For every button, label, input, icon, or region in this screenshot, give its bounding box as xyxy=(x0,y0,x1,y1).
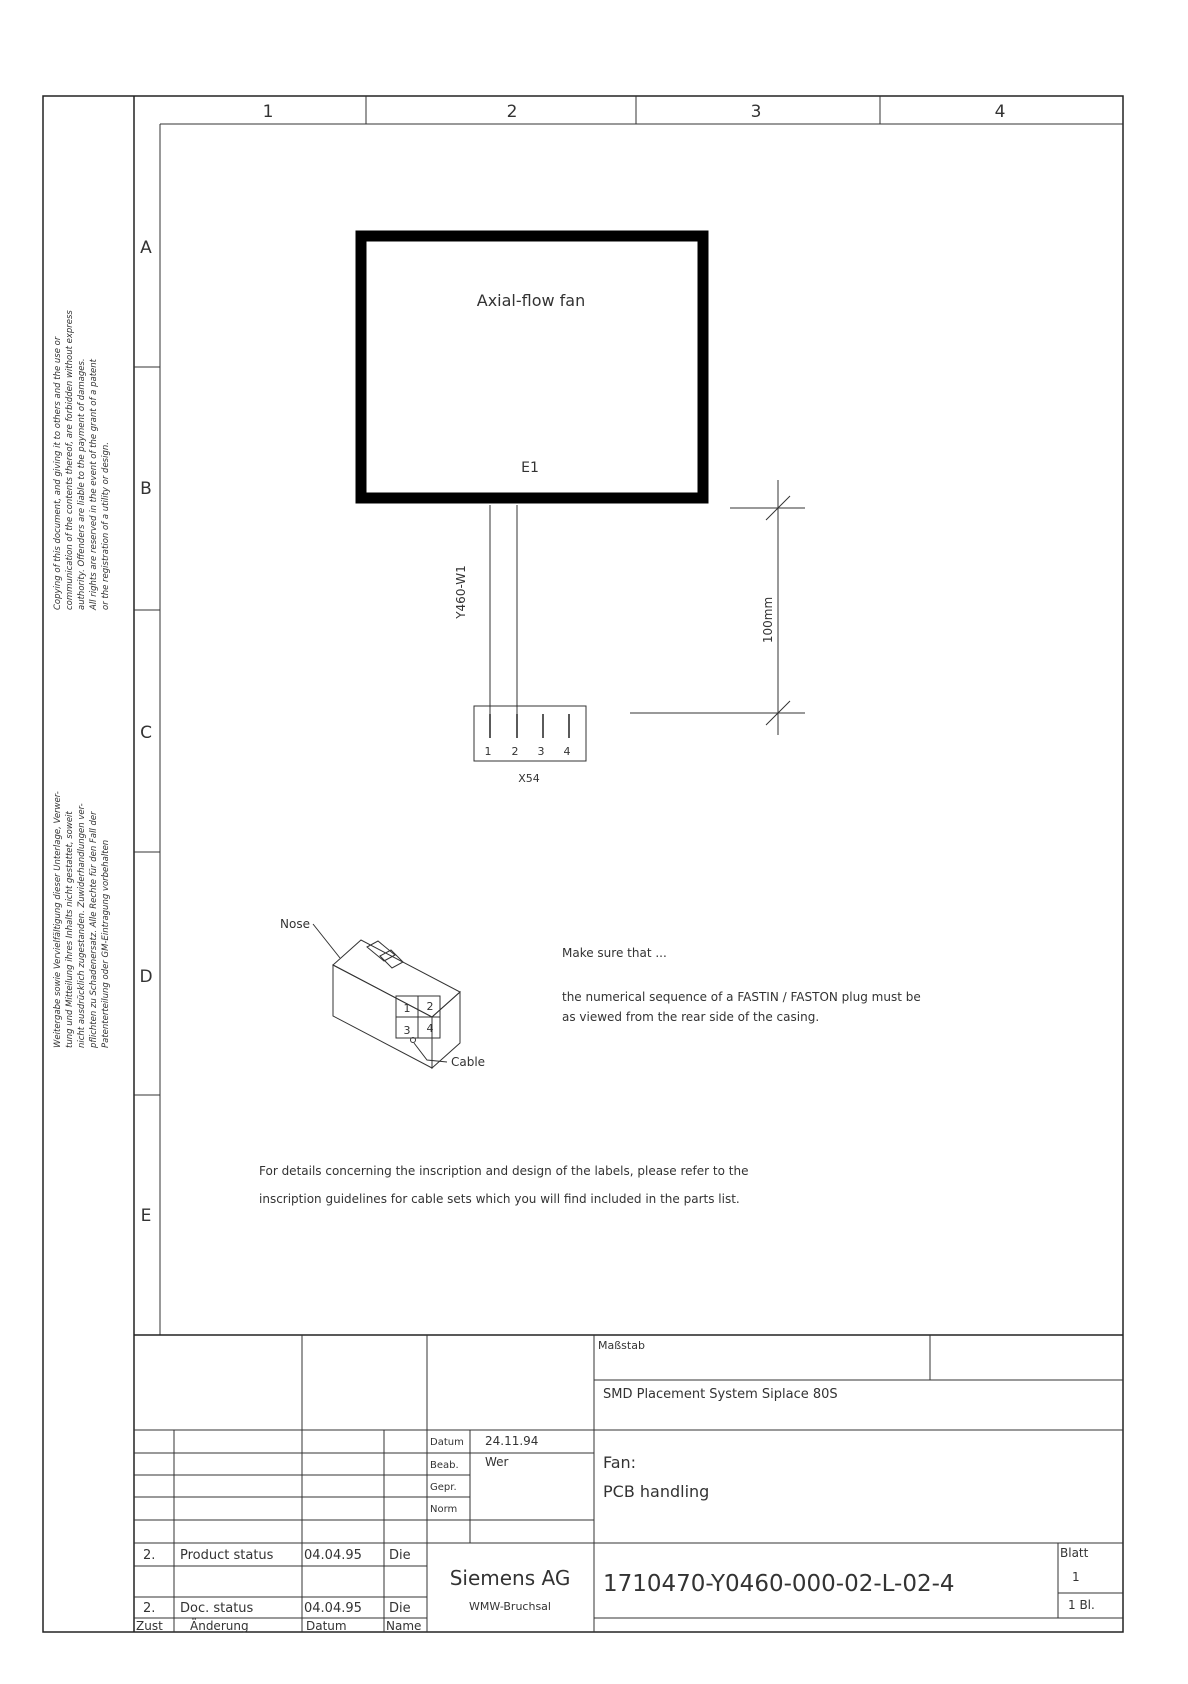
outer-frame xyxy=(43,96,1123,1632)
system-name: SMD Placement System Siplace 80S xyxy=(603,1387,838,1402)
company-name: Siemens AG xyxy=(449,1566,571,1590)
blatt-label: Blatt xyxy=(1060,1546,1089,1560)
svg-text:Copying of this document, and: Copying of this document, and giving it to others and the use or xyxy=(53,336,63,610)
svg-text:Weitergabe sowie Vervielfältig: Weitergabe sowie Vervielfältigung dieser Unterlage, Verwer- xyxy=(53,791,63,1048)
side-note-german xyxy=(53,791,111,1049)
datum-label: Datum xyxy=(430,1437,464,1448)
column-label-3: 3 xyxy=(750,102,762,122)
connector-pin-2: 2 xyxy=(511,745,519,758)
svg-text:authority. Offenders are liabl: authority. Offenders are liable to the payment of damages. xyxy=(77,358,87,610)
svg-text:tung und Mitteilung ihres Inha: tung und Mitteilung ihres Inhalts nicht gestattet, soweit xyxy=(65,811,75,1048)
datum-value: 24.11.94 xyxy=(485,1434,539,1448)
note-details-line-1: For details concerning the inscription and design of the labels, please refer to the xyxy=(259,1164,749,1178)
header-aenderung: Änderung xyxy=(190,1619,249,1633)
side-note-english xyxy=(53,310,111,611)
row-label-c: C xyxy=(140,723,152,743)
svg-text:or the registration of a utili: or the registration of a utility or design. xyxy=(101,442,111,610)
plug-pin-4: 4 xyxy=(426,1022,434,1035)
blatt-value: 1 xyxy=(1072,1570,1080,1584)
note-sequence-line-1: the numerical sequence of a FASTIN / FASTON plug must be xyxy=(562,990,921,1004)
header-zust: Zust xyxy=(136,1619,163,1633)
column-label-4: 4 xyxy=(994,102,1006,122)
rev-1-aenderung: Product status xyxy=(180,1548,274,1563)
blatt-total: 1 Bl. xyxy=(1068,1598,1095,1612)
rev-2-zust: 2. xyxy=(143,1601,156,1616)
fan-housing xyxy=(361,236,703,498)
rev-1-name: Die xyxy=(389,1548,411,1563)
svg-text:communication of the contents: communication of the contents thereof, are forbidden without express xyxy=(65,310,75,610)
rev-2-name: Die xyxy=(389,1601,411,1616)
connector-id: X54 xyxy=(518,772,540,785)
plug-nose-label: Nose xyxy=(280,917,310,931)
row-label-b: B xyxy=(140,479,152,499)
drawing-title-line-1: Fan: xyxy=(603,1453,637,1472)
drawing-title-line-2: PCB handling xyxy=(603,1482,710,1501)
beab-value: Wer xyxy=(485,1455,509,1469)
gepr-label: Gepr. xyxy=(430,1482,457,1493)
note-details-line-2: inscription guidelines for cable sets which you will find included in the parts list. xyxy=(259,1192,740,1206)
plug-illustration xyxy=(313,924,460,1068)
massstab-label: Maßstab xyxy=(598,1339,645,1352)
plug-pin-3: 3 xyxy=(403,1024,411,1037)
svg-text:All rights are reserved in the: All rights are reserved in the event of the grant of a patent xyxy=(89,359,99,610)
dimension-label: 100mm xyxy=(761,596,775,644)
note-make-sure: Make sure that ... xyxy=(562,946,667,960)
svg-text:pflichten zu Schadenersatz. Al: pflichten zu Schadenersatz. Alle Rechte für den Fall der xyxy=(89,811,99,1048)
plug-pin-1: 1 xyxy=(403,1002,411,1015)
rev-1-datum: 04.04.95 xyxy=(304,1548,362,1563)
connector-pin-3: 3 xyxy=(537,745,545,758)
norm-label: Norm xyxy=(430,1504,458,1515)
cable-label: Y460-W1 xyxy=(454,565,468,619)
fan-id: E1 xyxy=(521,460,539,476)
header-name: Name xyxy=(386,1619,422,1633)
plug-cable-label: Cable xyxy=(451,1055,486,1069)
company-location: WMW-Bruchsal xyxy=(469,1600,551,1613)
rev-2-aenderung: Doc. status xyxy=(180,1601,254,1616)
drawing-number: 1710470-Y0460-000-02-L-02-4 xyxy=(603,1571,955,1597)
column-label-1: 1 xyxy=(262,102,274,122)
column-label-2: 2 xyxy=(506,102,518,122)
beab-label: Beab. xyxy=(430,1460,459,1471)
svg-text:nicht ausdrücklich zugestanden: nicht ausdrücklich zugestanden. Zuwiderhandlungen ver- xyxy=(77,803,87,1048)
fan-label: Axial-flow fan xyxy=(476,291,586,310)
note-sequence-line-2: as viewed from the rear side of the casing. xyxy=(562,1010,820,1024)
row-label-d: D xyxy=(139,967,153,987)
rev-1-zust: 2. xyxy=(143,1548,156,1563)
svg-text:Patenterteilung oder GM-Eintra: Patenterteilung oder GM-Eintragung vorbehalten xyxy=(101,839,111,1048)
header-datum: Datum xyxy=(306,1619,347,1633)
connector-pin-4: 4 xyxy=(563,745,571,758)
row-label-e: E xyxy=(140,1206,152,1226)
plug-pin-2: 2 xyxy=(426,1000,434,1013)
row-label-a: A xyxy=(140,238,152,258)
connector-pin-1: 1 xyxy=(484,745,492,758)
rev-2-datum: 04.04.95 xyxy=(304,1601,362,1616)
